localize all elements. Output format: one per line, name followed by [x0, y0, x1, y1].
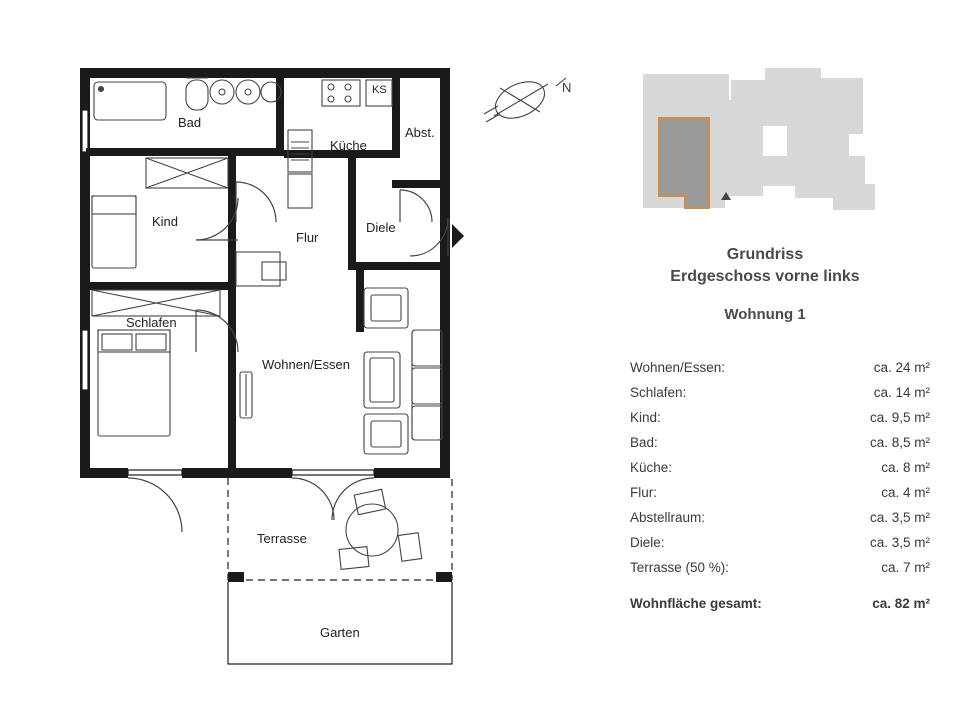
- area-name: Bad:: [630, 435, 658, 451]
- area-name: Diele:: [630, 535, 665, 551]
- table-row: [630, 455, 930, 480]
- area-value: ca. 8 m²: [881, 460, 930, 476]
- area-value: ca. 9,5 m²: [869, 410, 930, 426]
- table-row: [630, 405, 930, 430]
- area-value: ca. 4 m²: [881, 485, 930, 501]
- table-row-total: [630, 580, 930, 616]
- table-row: [630, 555, 930, 580]
- area-value: ca. 8,5 m²: [869, 435, 930, 451]
- area-name: Abstellraum:: [630, 510, 706, 526]
- area-name: Flur:: [630, 485, 657, 501]
- room-label-abst: Abst.: [405, 125, 435, 140]
- unit-name: Wohnung 1: [724, 306, 806, 324]
- room-label-garten: Garten: [320, 625, 360, 640]
- area-name: Küche:: [630, 460, 673, 476]
- room-label-terrasse: Terrasse: [257, 531, 307, 546]
- interior-walls: [86, 74, 450, 470]
- area-value: ca. 3,5 m²: [869, 510, 930, 526]
- area-value: ca. 3,5 m²: [869, 535, 930, 551]
- title-line-1: Grundriss: [726, 246, 804, 263]
- room-label-diele: Diele: [366, 220, 396, 235]
- room-label-kind: Kind: [152, 214, 179, 229]
- total-name: Wohnfläche gesamt:: [630, 596, 762, 612]
- table-row: [630, 480, 930, 505]
- site-key-map: [635, 60, 895, 230]
- table-row: [630, 380, 930, 405]
- bedroom-furniture: [92, 290, 220, 436]
- area-value: ca. 14 m²: [873, 385, 930, 401]
- title-line-2: Erdgeschoss vorne links: [670, 267, 860, 285]
- table-row: [630, 530, 930, 555]
- total-value: ca. 82 m²: [872, 596, 930, 612]
- room-label-bad: Bad: [178, 115, 202, 130]
- area-name: Wohnen/Essen:: [630, 360, 726, 376]
- keymap-highlighted-unit: [659, 118, 709, 208]
- room-label-flur: Flur: [296, 230, 319, 245]
- room-label-schlafen: Schlafen: [126, 315, 177, 330]
- room-label-wohnen-essen: Wohnen/Essen: [262, 357, 350, 372]
- info-panel: [600, 60, 930, 616]
- area-name: Terrasse (50 %):: [630, 560, 730, 576]
- area-name: Kind:: [630, 410, 661, 426]
- compass-north-label: N: [562, 80, 572, 95]
- area-value: ca. 7 m²: [881, 560, 930, 576]
- area-table: [630, 355, 930, 616]
- area-name: Schlafen:: [630, 385, 687, 401]
- hall-furniture: [236, 252, 286, 286]
- child-room-furniture: [92, 158, 228, 268]
- room-label-ks: KS: [372, 84, 387, 96]
- table-row: [630, 430, 930, 455]
- area-value: ca. 24 m²: [873, 360, 930, 376]
- compass-icon: [484, 75, 566, 126]
- bathroom-fixtures: [94, 78, 281, 120]
- room-label-kueche: Küche: [330, 138, 367, 153]
- title-block: [600, 244, 930, 325]
- table-row: [630, 505, 930, 530]
- table-row: [630, 355, 930, 380]
